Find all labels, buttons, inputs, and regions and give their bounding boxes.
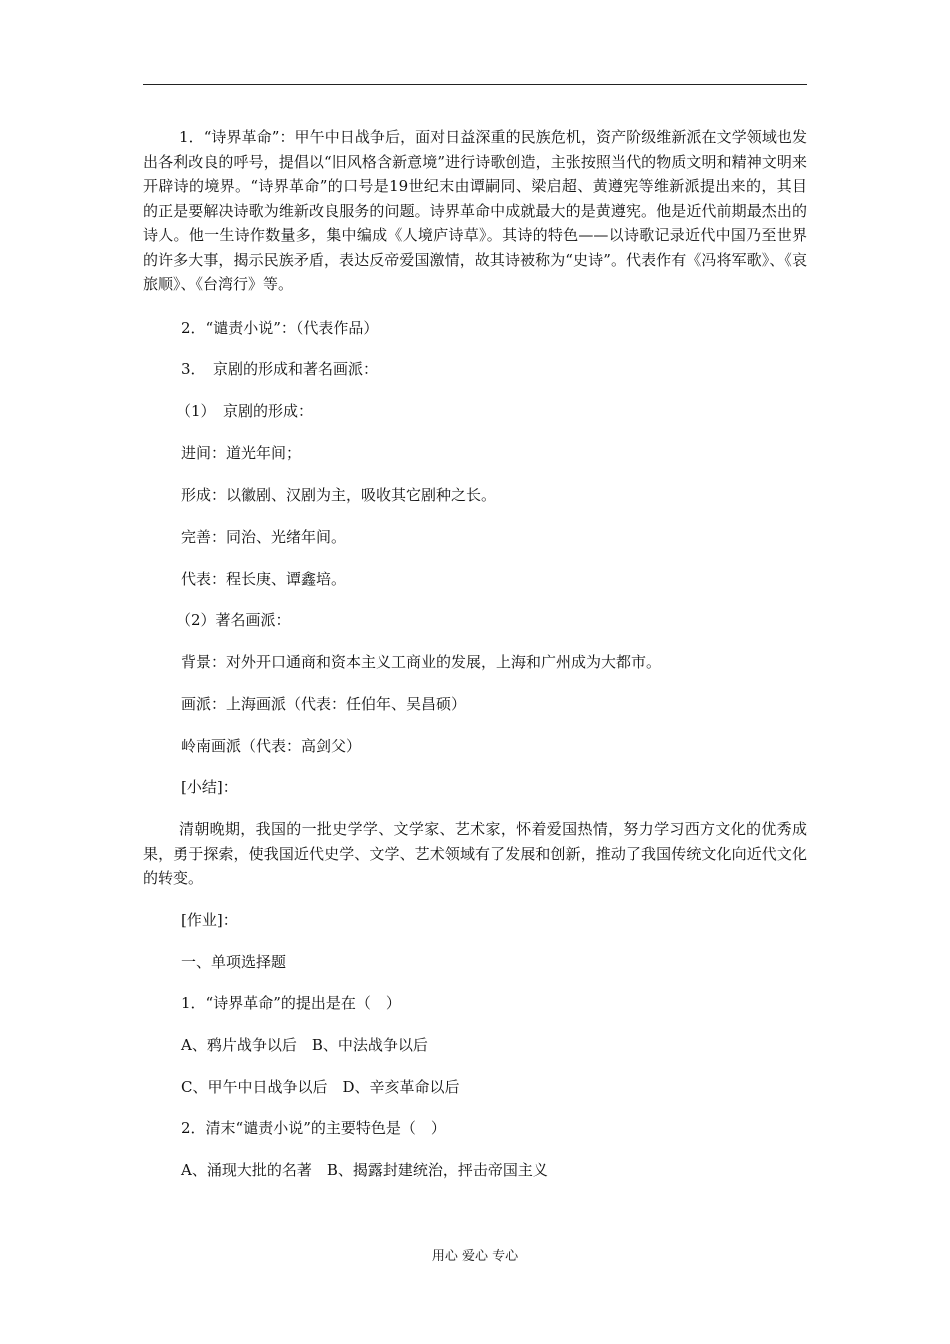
page-footer: 用心 爱心 专心 xyxy=(431,1249,519,1264)
question-2: 2．清末“谴责小说”的主要特色是（ ） xyxy=(181,1119,446,1137)
sub-heading-painting-schools: （2）著名画派： xyxy=(176,611,291,629)
line-perfection: 完善：同治、光绪年间。 xyxy=(181,528,347,546)
question-2-options-ab: A、涌现大批的名著 B、揭露封建统治，抨击帝国主义 xyxy=(181,1161,548,1179)
line-shanghai-school: 画派：上海画派（代表：任伯年、吴昌硕） xyxy=(181,695,467,713)
paragraph-summary: 清朝晚期，我国的一批史学学、文学家、艺术家，怀着爱国热情，努力学习西方文化的优秀成果，勇于探索，使我国近代史学、文学、艺术领域有了发展和创新，推动了我国传统文化向近代文化的转变。 xyxy=(143,820,807,887)
item-3-heading: 3． 京剧的形成和著名画派： xyxy=(181,360,379,378)
line-period: 进间：道光年间； xyxy=(181,444,302,462)
question-1: 1．“诗界革命”的提出是在（ ） xyxy=(181,994,401,1012)
sub-heading-peking-opera: （1） 京剧的形成： xyxy=(176,402,314,420)
summary-label: [小结]： xyxy=(181,778,238,796)
item-2-heading: 2．“谴责小说”：（代表作品） xyxy=(181,319,379,337)
line-background: 背景：对外开口通商和资本主义工商业的发展，上海和广州成为大都市。 xyxy=(181,653,662,671)
homework-label: [作业]： xyxy=(181,911,238,929)
line-formation: 形成：以徽剧、汉剧为主，吸收其它剧种之长。 xyxy=(181,486,497,504)
question-1-options-ab: A、鸦片战争以后 B、中法战争以后 xyxy=(181,1036,428,1054)
paragraph-poetry-revolution: 1．“诗界革命”：甲午中日战争后，面对日益深重的民族危机，资产阶级维新派在文学领域也发出各利改良的呼号，提倡以“旧风格含新意境”进行诗歌创造，主张按照当代的物质文明和精神文明来开辟诗的境界。“诗界革命”的口号是19世纪末由谭嗣同、梁启超、黄遵宪等维新派提出来的，其目的正是要解决诗歌为维新改良服务的问题。诗界革命中成就最大的是黄遵宪。他是近代前期最杰出的诗人。他一生诗作数量多，集中编成《人境庐诗草》。其诗的特色——以诗歌记录近代中国乃至世界的许多大事，揭示民族矛盾，表达反帝爱国激情，故其诗被称为“史诗”。代表作有《冯将军歌》、《哀旅顺》、《台湾行》等。 xyxy=(143,128,807,293)
section-single-choice: 一、单项选择题 xyxy=(181,953,287,971)
header-rule xyxy=(143,84,807,85)
line-lingnan-school: 岭南画派（代表：高剑父） xyxy=(181,737,362,755)
line-representatives: 代表：程长庚、谭鑫培。 xyxy=(181,570,347,588)
question-1-options-cd: C、甲午中日战争以后 D、辛亥革命以后 xyxy=(181,1078,460,1096)
